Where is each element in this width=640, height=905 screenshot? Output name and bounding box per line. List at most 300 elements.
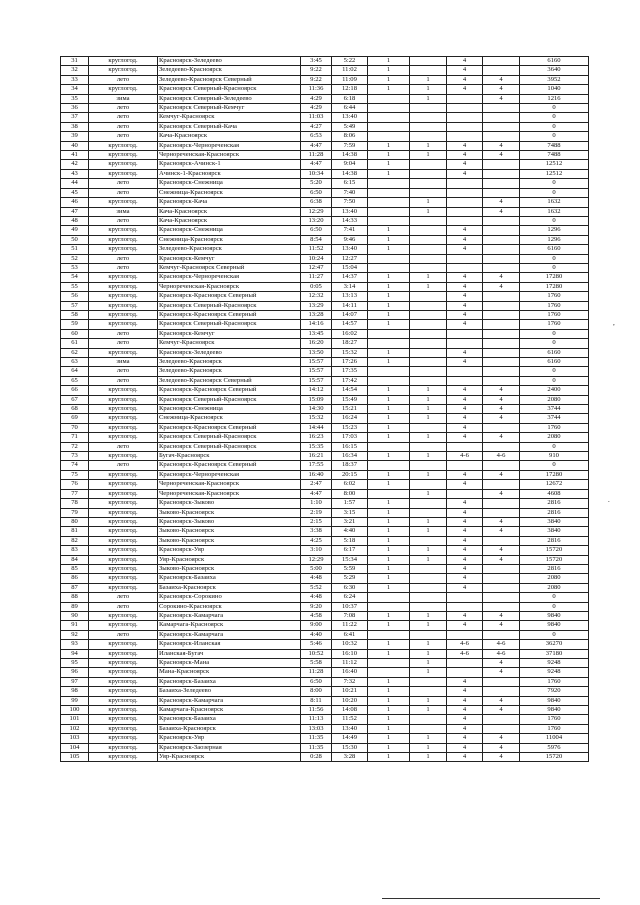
table-row bbox=[61, 292, 589, 301]
cell-row-number: 50 bbox=[61, 235, 89, 244]
cell-cars-a bbox=[447, 198, 483, 207]
cell-season: круглогод. bbox=[89, 640, 158, 649]
cell-units-a bbox=[368, 630, 410, 639]
cell-row-number: 32 bbox=[61, 66, 89, 75]
cell-cars-a bbox=[447, 602, 483, 611]
cell-units-b bbox=[410, 226, 447, 235]
cell-arrival-time: 14:37 bbox=[332, 273, 368, 282]
cell-route: Красноярск-Базаиха bbox=[158, 574, 301, 583]
cell-cars-b: 4 bbox=[483, 94, 520, 103]
table-row bbox=[61, 696, 589, 705]
cell-cars-a: 4 bbox=[447, 715, 483, 724]
cell-departure-time: 15:09 bbox=[301, 395, 332, 404]
cell-units-a: 1 bbox=[368, 753, 410, 762]
cell-cars-b bbox=[483, 564, 520, 573]
cell-total: 12512 bbox=[520, 160, 589, 169]
cell-total: 6160 bbox=[520, 358, 589, 367]
cell-units-b bbox=[410, 329, 447, 338]
cell-cars-a: 4 bbox=[447, 499, 483, 508]
cell-cars-a: 4 bbox=[447, 508, 483, 517]
cell-arrival-time: 16:10 bbox=[332, 649, 368, 658]
cell-total: 2080 bbox=[520, 433, 589, 442]
cell-arrival-time: 17:03 bbox=[332, 433, 368, 442]
cell-units-b bbox=[410, 367, 447, 376]
cell-cars-b bbox=[483, 226, 520, 235]
cell-arrival-time: 5:59 bbox=[332, 564, 368, 573]
cell-total: 1760 bbox=[520, 423, 589, 432]
cell-row-number: 49 bbox=[61, 226, 89, 235]
cell-row-number: 86 bbox=[61, 574, 89, 583]
cell-units-a bbox=[368, 489, 410, 498]
cell-cars-a: 4 bbox=[447, 141, 483, 150]
cell-cars-b: 4 bbox=[483, 85, 520, 94]
cell-arrival-time: 14:07 bbox=[332, 310, 368, 319]
cell-cars-a bbox=[447, 593, 483, 602]
cell-route: Кача-Красноярск bbox=[158, 132, 301, 141]
cell-total: 6160 bbox=[520, 57, 589, 66]
cell-season: круглогод. bbox=[89, 724, 158, 733]
table-row bbox=[61, 301, 589, 310]
cell-cars-b bbox=[483, 235, 520, 244]
table-row bbox=[61, 358, 589, 367]
cell-route: Снежница-Красноярск bbox=[158, 235, 301, 244]
cell-route: Зыково-Красноярск bbox=[158, 508, 301, 517]
cell-cars-b bbox=[483, 122, 520, 131]
cell-cars-b: 4 bbox=[483, 75, 520, 84]
cell-units-b: 1 bbox=[410, 659, 447, 668]
cell-season: круглогод. bbox=[89, 348, 158, 357]
cell-cars-b bbox=[483, 442, 520, 451]
cell-season: круглогод. bbox=[89, 574, 158, 583]
cell-units-b bbox=[410, 715, 447, 724]
cell-units-a: 1 bbox=[368, 75, 410, 84]
cell-departure-time: 6:50 bbox=[301, 188, 332, 197]
cell-units-b bbox=[410, 602, 447, 611]
cell-route: Красноярск-Ачинск-1 bbox=[158, 160, 301, 169]
cell-units-a: 1 bbox=[368, 574, 410, 583]
cell-total: 0 bbox=[520, 329, 589, 338]
cell-departure-time: 9:20 bbox=[301, 602, 332, 611]
cell-cars-b: 4 bbox=[483, 734, 520, 743]
cell-departure-time: 12:29 bbox=[301, 555, 332, 564]
table-row bbox=[61, 151, 589, 160]
cell-units-b bbox=[410, 57, 447, 66]
cell-route: Сорокино-Красноярск bbox=[158, 602, 301, 611]
cell-units-b bbox=[410, 442, 447, 451]
cell-cars-b bbox=[483, 329, 520, 338]
cell-total: 1760 bbox=[520, 292, 589, 301]
cell-total: 7920 bbox=[520, 687, 589, 696]
cell-season: круглогод. bbox=[89, 85, 158, 94]
cell-units-b bbox=[410, 536, 447, 545]
cell-units-a: 1 bbox=[368, 160, 410, 169]
cell-row-number: 61 bbox=[61, 339, 89, 348]
cell-departure-time: 9:22 bbox=[301, 75, 332, 84]
table-row bbox=[61, 320, 589, 329]
table-row bbox=[61, 724, 589, 733]
cell-units-b bbox=[410, 320, 447, 329]
table-row bbox=[61, 169, 589, 178]
cell-route: Кемчуг-Красноярск bbox=[158, 339, 301, 348]
cell-cars-a: 4 bbox=[447, 734, 483, 743]
table-row bbox=[61, 706, 589, 715]
cell-cars-a: 4 bbox=[447, 546, 483, 555]
cell-route: Базаиха-Красноярск bbox=[158, 583, 301, 592]
cell-season: круглогод. bbox=[89, 470, 158, 479]
cell-departure-time: 4:29 bbox=[301, 104, 332, 113]
cell-units-a bbox=[368, 376, 410, 385]
cell-season: круглогод. bbox=[89, 273, 158, 282]
cell-route: Чернореченская-Красноярск bbox=[158, 282, 301, 291]
cell-season: круглогод. bbox=[89, 743, 158, 752]
cell-units-b bbox=[410, 499, 447, 508]
cell-total: 2816 bbox=[520, 564, 589, 573]
cell-route: Камарчага-Красноярск bbox=[158, 706, 301, 715]
cell-units-a: 1 bbox=[368, 423, 410, 432]
cell-cars-a bbox=[447, 367, 483, 376]
cell-arrival-time: 6:18 bbox=[332, 94, 368, 103]
cell-total: 0 bbox=[520, 216, 589, 225]
cell-cars-a: 4 bbox=[447, 75, 483, 84]
cell-cars-b bbox=[483, 348, 520, 357]
cell-row-number: 105 bbox=[61, 753, 89, 762]
cell-units-b bbox=[410, 593, 447, 602]
table-row bbox=[61, 254, 589, 263]
table-row bbox=[61, 329, 589, 338]
cell-route: Красноярск Северный-Красноярск bbox=[158, 433, 301, 442]
cell-cars-a bbox=[447, 489, 483, 498]
table-row bbox=[61, 386, 589, 395]
table-row bbox=[61, 753, 589, 762]
cell-season: лето bbox=[89, 367, 158, 376]
cell-total: 3952 bbox=[520, 75, 589, 84]
cell-arrival-time: 10:37 bbox=[332, 602, 368, 611]
cell-season: круглогод. bbox=[89, 301, 158, 310]
table-row bbox=[61, 235, 589, 244]
cell-units-b: 1 bbox=[410, 452, 447, 461]
cell-cars-a: 4-6 bbox=[447, 452, 483, 461]
cell-route: Красноярск-Уяр bbox=[158, 546, 301, 555]
cell-cars-a bbox=[447, 668, 483, 677]
cell-arrival-time: 10:32 bbox=[332, 640, 368, 649]
cell-season: лето bbox=[89, 113, 158, 122]
cell-row-number: 68 bbox=[61, 405, 89, 414]
cell-units-b: 1 bbox=[410, 734, 447, 743]
cell-total: 0 bbox=[520, 113, 589, 122]
cell-route: Чернореченская-Красноярск bbox=[158, 480, 301, 489]
cell-row-number: 42 bbox=[61, 160, 89, 169]
cell-departure-time: 11:52 bbox=[301, 245, 332, 254]
cell-route: Красноярск-Базаиха bbox=[158, 715, 301, 724]
cell-season: круглогод. bbox=[89, 715, 158, 724]
cell-cars-b bbox=[483, 179, 520, 188]
cell-season: круглогод. bbox=[89, 386, 158, 395]
cell-total: 0 bbox=[520, 630, 589, 639]
cell-cars-a bbox=[447, 188, 483, 197]
cell-arrival-time: 12:18 bbox=[332, 85, 368, 94]
cell-route: Красноярск-Сорокино bbox=[158, 593, 301, 602]
cell-units-a: 1 bbox=[368, 649, 410, 658]
cell-arrival-time: 13:13 bbox=[332, 292, 368, 301]
cell-units-a: 1 bbox=[368, 151, 410, 160]
cell-route: Красноярск Северный-Зеледеево bbox=[158, 94, 301, 103]
cell-cars-a: 4 bbox=[447, 724, 483, 733]
cell-cars-a: 4 bbox=[447, 433, 483, 442]
cell-units-b: 1 bbox=[410, 386, 447, 395]
cell-route: Ачинск-1-Красноярск bbox=[158, 169, 301, 178]
cell-departure-time: 3:10 bbox=[301, 546, 332, 555]
cell-units-b bbox=[410, 216, 447, 225]
cell-cars-b: 4-6 bbox=[483, 640, 520, 649]
cell-cars-b: 4 bbox=[483, 198, 520, 207]
cell-row-number: 72 bbox=[61, 442, 89, 451]
table-row bbox=[61, 141, 589, 150]
table-row bbox=[61, 376, 589, 385]
cell-row-number: 54 bbox=[61, 273, 89, 282]
cell-units-a bbox=[368, 367, 410, 376]
cell-units-a: 1 bbox=[368, 141, 410, 150]
cell-season: круглогод. bbox=[89, 480, 158, 489]
cell-departure-time: 5:52 bbox=[301, 583, 332, 592]
cell-arrival-time: 18:37 bbox=[332, 461, 368, 470]
table-row bbox=[61, 677, 589, 686]
cell-units-b: 1 bbox=[410, 489, 447, 498]
cell-total: 6160 bbox=[520, 348, 589, 357]
cell-arrival-time: 11:09 bbox=[332, 75, 368, 84]
cell-cars-b: 4-6 bbox=[483, 649, 520, 658]
cell-units-a: 1 bbox=[368, 734, 410, 743]
cell-cars-a bbox=[447, 122, 483, 131]
cell-total: 2816 bbox=[520, 499, 589, 508]
cell-total: 15720 bbox=[520, 546, 589, 555]
cell-departure-time: 13:45 bbox=[301, 329, 332, 338]
cell-season: круглогод. bbox=[89, 517, 158, 526]
table-row bbox=[61, 188, 589, 197]
cell-season: круглогод. bbox=[89, 536, 158, 545]
cell-total: 1040 bbox=[520, 85, 589, 94]
table-row bbox=[61, 367, 589, 376]
cell-total: 1760 bbox=[520, 724, 589, 733]
cell-arrival-time: 16:02 bbox=[332, 329, 368, 338]
cell-route: Кемчуг-Красноярск Северный bbox=[158, 263, 301, 272]
cell-arrival-time: 14:08 bbox=[332, 706, 368, 715]
cell-total: 3840 bbox=[520, 517, 589, 526]
cell-units-a: 1 bbox=[368, 57, 410, 66]
cell-row-number: 33 bbox=[61, 75, 89, 84]
cell-departure-time: 3:45 bbox=[301, 57, 332, 66]
cell-season: лето bbox=[89, 122, 158, 131]
cell-season: лето bbox=[89, 188, 158, 197]
cell-units-b bbox=[410, 348, 447, 357]
cell-departure-time: 6:53 bbox=[301, 132, 332, 141]
cell-cars-b: 4 bbox=[483, 386, 520, 395]
table-row bbox=[61, 668, 589, 677]
cell-units-a bbox=[368, 207, 410, 216]
cell-cars-b bbox=[483, 339, 520, 348]
cell-units-a: 1 bbox=[368, 527, 410, 536]
cell-units-b bbox=[410, 574, 447, 583]
cell-row-number: 63 bbox=[61, 358, 89, 367]
cell-arrival-time: 7:41 bbox=[332, 226, 368, 235]
cell-cars-a: 4 bbox=[447, 611, 483, 620]
cell-cars-b: 4 bbox=[483, 489, 520, 498]
cell-cars-a: 4 bbox=[447, 320, 483, 329]
cell-cars-b bbox=[483, 367, 520, 376]
cell-total: 36270 bbox=[520, 640, 589, 649]
cell-units-a bbox=[368, 254, 410, 263]
cell-departure-time: 4:40 bbox=[301, 630, 332, 639]
cell-route: Иланская-Бугач bbox=[158, 649, 301, 658]
table-row bbox=[61, 659, 589, 668]
cell-arrival-time: 1:57 bbox=[332, 499, 368, 508]
table-row bbox=[61, 555, 589, 564]
cell-units-a: 1 bbox=[368, 358, 410, 367]
cell-arrival-time: 14:11 bbox=[332, 301, 368, 310]
cell-cars-a: 4 bbox=[447, 151, 483, 160]
cell-total: 0 bbox=[520, 263, 589, 272]
cell-total: 0 bbox=[520, 132, 589, 141]
cell-units-a: 1 bbox=[368, 386, 410, 395]
table-row bbox=[61, 423, 589, 432]
cell-units-a: 1 bbox=[368, 480, 410, 489]
cell-cars-b: 4 bbox=[483, 405, 520, 414]
cell-route: Красноярск-Камарчага bbox=[158, 611, 301, 620]
cell-route: Базаиха-Красноярск bbox=[158, 724, 301, 733]
cell-departure-time: 4:48 bbox=[301, 593, 332, 602]
cell-units-b: 1 bbox=[410, 470, 447, 479]
cell-arrival-time: 11:22 bbox=[332, 621, 368, 630]
cell-units-b bbox=[410, 179, 447, 188]
cell-season: круглогод. bbox=[89, 160, 158, 169]
cell-route: Красноярск-Зеледеево bbox=[158, 57, 301, 66]
cell-arrival-time: 15:21 bbox=[332, 405, 368, 414]
cell-departure-time: 6:50 bbox=[301, 226, 332, 235]
cell-route: Красноярск-Снежница bbox=[158, 405, 301, 414]
cell-units-a bbox=[368, 668, 410, 677]
cell-arrival-time: 6:24 bbox=[332, 593, 368, 602]
cell-cars-a: 4 bbox=[447, 226, 483, 235]
cell-departure-time: 4:27 bbox=[301, 122, 332, 131]
cell-units-a: 1 bbox=[368, 517, 410, 526]
table-row bbox=[61, 282, 589, 291]
cell-row-number: 95 bbox=[61, 659, 89, 668]
table-row bbox=[61, 517, 589, 526]
schedule-table bbox=[60, 56, 589, 762]
cell-units-b: 1 bbox=[410, 207, 447, 216]
cell-arrival-time: 6:41 bbox=[332, 630, 368, 639]
cell-units-b bbox=[410, 132, 447, 141]
cell-total: 2816 bbox=[520, 536, 589, 545]
cell-cars-b: 4 bbox=[483, 433, 520, 442]
cell-departure-time: 13:50 bbox=[301, 348, 332, 357]
cell-row-number: 98 bbox=[61, 687, 89, 696]
cell-units-b bbox=[410, 310, 447, 319]
table-row bbox=[61, 536, 589, 545]
cell-row-number: 91 bbox=[61, 621, 89, 630]
cell-arrival-time: 15:30 bbox=[332, 743, 368, 752]
cell-departure-time: 13:03 bbox=[301, 724, 332, 733]
cell-cars-a: 4 bbox=[447, 395, 483, 404]
cell-total: 9840 bbox=[520, 611, 589, 620]
cell-total: 1296 bbox=[520, 235, 589, 244]
cell-departure-time: 0:28 bbox=[301, 753, 332, 762]
cell-arrival-time: 9:46 bbox=[332, 235, 368, 244]
table-row bbox=[61, 461, 589, 470]
cell-units-a bbox=[368, 198, 410, 207]
cell-units-b bbox=[410, 630, 447, 639]
cell-units-a: 1 bbox=[368, 66, 410, 75]
cell-route: Камарчага-Красноярск bbox=[158, 621, 301, 630]
cell-cars-a bbox=[447, 630, 483, 639]
cell-departure-time: 4:48 bbox=[301, 574, 332, 583]
cell-row-number: 55 bbox=[61, 282, 89, 291]
cell-cars-a bbox=[447, 132, 483, 141]
cell-units-b bbox=[410, 292, 447, 301]
cell-units-a: 1 bbox=[368, 169, 410, 178]
cell-departure-time: 5:20 bbox=[301, 179, 332, 188]
cell-units-a bbox=[368, 132, 410, 141]
cell-season: круглогод. bbox=[89, 282, 158, 291]
cell-season: круглогод. bbox=[89, 668, 158, 677]
cell-cars-a: 4 bbox=[447, 574, 483, 583]
cell-cars-b: 4 bbox=[483, 141, 520, 150]
cell-cars-a: 4 bbox=[447, 555, 483, 564]
cell-units-a: 1 bbox=[368, 320, 410, 329]
cell-row-number: 84 bbox=[61, 555, 89, 564]
cell-units-a: 1 bbox=[368, 536, 410, 545]
cell-total: 6160 bbox=[520, 245, 589, 254]
cell-season: круглогод. bbox=[89, 433, 158, 442]
table-row bbox=[61, 583, 589, 592]
cell-row-number: 43 bbox=[61, 169, 89, 178]
cell-departure-time: 4:47 bbox=[301, 160, 332, 169]
cell-row-number: 74 bbox=[61, 461, 89, 470]
cell-row-number: 34 bbox=[61, 85, 89, 94]
cell-row-number: 99 bbox=[61, 696, 89, 705]
cell-cars-b bbox=[483, 423, 520, 432]
cell-units-b: 1 bbox=[410, 611, 447, 620]
table-row bbox=[61, 113, 589, 122]
table-row bbox=[61, 160, 589, 169]
cell-season: круглогод. bbox=[89, 226, 158, 235]
table-row bbox=[61, 480, 589, 489]
cell-route: Красноярск-Камарчага bbox=[158, 696, 301, 705]
cell-total: 9840 bbox=[520, 621, 589, 630]
cell-units-b: 1 bbox=[410, 414, 447, 423]
cell-units-a bbox=[368, 339, 410, 348]
cell-cars-b bbox=[483, 593, 520, 602]
cell-departure-time: 2:47 bbox=[301, 480, 332, 489]
cell-departure-time: 11:27 bbox=[301, 273, 332, 282]
cell-cars-a: 4 bbox=[447, 706, 483, 715]
cell-cars-a: 4 bbox=[447, 470, 483, 479]
cell-route: Красноярск-Иланская bbox=[158, 640, 301, 649]
table-row bbox=[61, 310, 589, 319]
cell-total: 1760 bbox=[520, 715, 589, 724]
cell-row-number: 62 bbox=[61, 348, 89, 357]
cell-season: лето bbox=[89, 339, 158, 348]
cell-total: 0 bbox=[520, 339, 589, 348]
cell-cars-a: 4 bbox=[447, 358, 483, 367]
cell-cars-b bbox=[483, 480, 520, 489]
cell-departure-time: 10:52 bbox=[301, 649, 332, 658]
cell-arrival-time: 14:33 bbox=[332, 216, 368, 225]
cell-cars-b: 4 bbox=[483, 706, 520, 715]
cell-cars-a: 4 bbox=[447, 621, 483, 630]
cell-row-number: 76 bbox=[61, 480, 89, 489]
cell-cars-b bbox=[483, 574, 520, 583]
cell-arrival-time: 3:14 bbox=[332, 282, 368, 291]
